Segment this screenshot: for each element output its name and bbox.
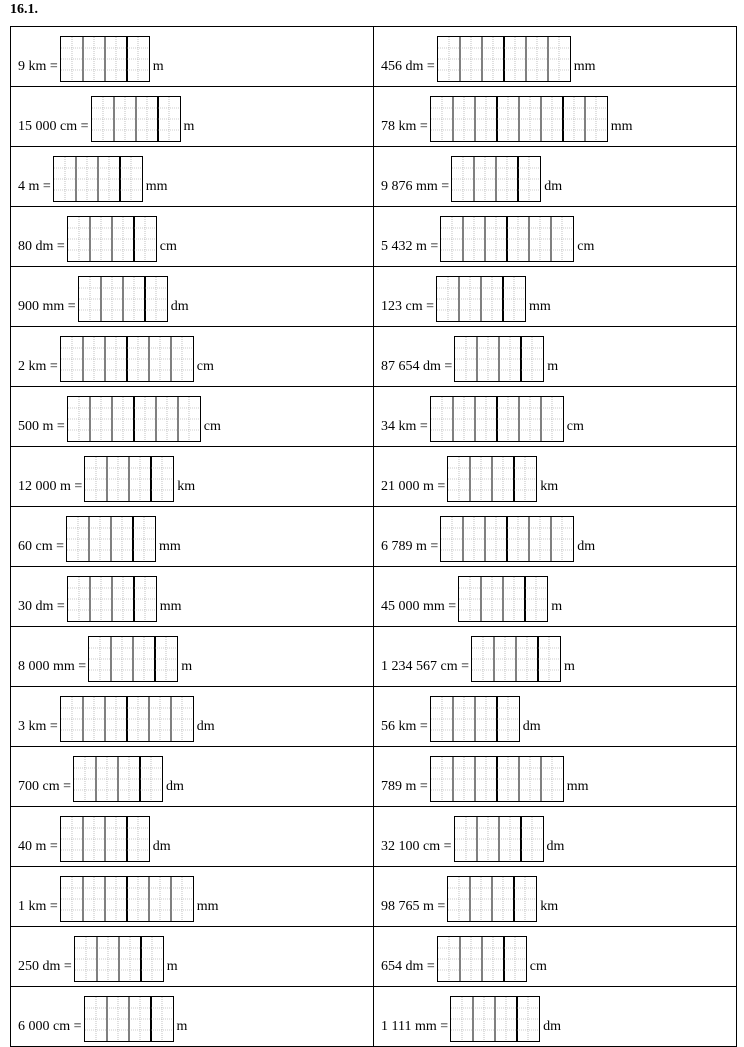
conversion-cell	[374, 207, 737, 267]
conversion-cell	[374, 987, 737, 1047]
target-unit: m	[547, 359, 559, 374]
target-unit: mm	[159, 599, 182, 614]
conversion-cell	[11, 447, 374, 507]
conversion-cell	[11, 687, 374, 747]
conversion-cell	[11, 87, 374, 147]
target-unit: dm	[543, 1019, 562, 1034]
conversion-cell	[11, 927, 374, 987]
target-unit: dm	[544, 179, 563, 194]
conversion-expression: 6 000 cm =	[18, 1019, 82, 1034]
conversion-expression: 789 m =	[381, 779, 428, 794]
conversion-cell	[374, 747, 737, 807]
conversion-cell	[374, 327, 737, 387]
conversion-expression: 34 km =	[381, 419, 428, 434]
answer-grid[interactable]	[447, 876, 537, 922]
conversion-cell	[11, 747, 374, 807]
conversion-expression: 15 000 cm =	[18, 119, 89, 134]
table-row	[11, 807, 737, 867]
conversion-cell	[11, 987, 374, 1047]
conversion-cell	[11, 147, 374, 207]
target-unit: mm	[566, 779, 589, 794]
table-row	[11, 387, 737, 447]
conversion-expression: 32 100 cm =	[381, 839, 452, 854]
answer-grid[interactable]	[74, 936, 164, 982]
target-unit: cm	[577, 239, 595, 254]
conversion-expression: 2 km =	[18, 359, 58, 374]
conversion-cell	[374, 687, 737, 747]
answer-grid[interactable]	[450, 996, 540, 1042]
conversion-expression: 5 432 m =	[381, 239, 439, 254]
answer-grid[interactable]	[60, 336, 194, 382]
target-unit: dm	[196, 719, 215, 734]
answer-grid[interactable]	[430, 696, 520, 742]
conversion-expression: 3 km =	[18, 719, 58, 734]
conversion-expression: 6 789 m =	[381, 539, 439, 554]
conversion-expression: 78 km =	[381, 119, 428, 134]
target-unit: cm	[159, 239, 177, 254]
conversion-expression: 87 654 dm =	[381, 359, 453, 374]
conversion-expression: 456 dm =	[381, 59, 435, 74]
answer-grid[interactable]	[78, 276, 168, 322]
table-row	[11, 567, 737, 627]
conversion-table	[10, 26, 737, 1047]
answer-grid[interactable]	[66, 516, 156, 562]
answer-grid[interactable]	[84, 456, 174, 502]
answer-grid[interactable]	[67, 396, 201, 442]
target-unit: km	[177, 479, 196, 494]
table-row	[11, 927, 737, 987]
conversion-cell	[11, 507, 374, 567]
answer-grid[interactable]	[436, 276, 526, 322]
conversion-cell	[374, 27, 737, 87]
table-row	[11, 507, 737, 567]
target-unit: m	[564, 659, 575, 674]
target-unit: m	[183, 119, 195, 134]
answer-grid[interactable]	[437, 936, 527, 982]
answer-grid[interactable]	[67, 216, 157, 262]
target-unit: dm	[152, 839, 171, 854]
target-unit: mm	[529, 299, 551, 314]
conversion-expression: 4 m =	[18, 179, 51, 194]
answer-grid[interactable]	[454, 336, 544, 382]
table-row	[11, 867, 737, 927]
table-row	[11, 987, 737, 1047]
conversion-cell	[374, 447, 737, 507]
target-unit: km	[540, 479, 559, 494]
table-row	[11, 627, 737, 687]
answer-grid[interactable]	[451, 156, 541, 202]
target-unit: dm	[170, 299, 189, 314]
answer-grid[interactable]	[73, 756, 163, 802]
conversion-cell	[11, 807, 374, 867]
target-unit: km	[540, 899, 559, 914]
conversion-expression: 1 234 567 cm =	[381, 659, 469, 674]
target-unit: dm	[577, 539, 596, 554]
conversion-expression: 1 111 mm =	[381, 1019, 449, 1034]
conversion-cell	[374, 627, 737, 687]
answer-grid[interactable]	[430, 396, 564, 442]
conversion-expression: 30 dm =	[18, 599, 65, 614]
conversion-expression: 21 000 m =	[381, 479, 446, 494]
conversion-expression: 1 km =	[18, 899, 58, 914]
conversion-expression: 500 m =	[18, 419, 65, 434]
answer-grid[interactable]	[471, 636, 561, 682]
conversion-expression: 45 000 mm =	[381, 599, 457, 614]
target-unit: cm	[196, 359, 214, 374]
target-unit: dm	[166, 779, 184, 794]
conversion-cell	[374, 387, 737, 447]
conversion-cell	[11, 387, 374, 447]
conversion-expression: 56 km =	[381, 719, 428, 734]
answer-grid[interactable]	[447, 456, 537, 502]
target-unit: dm	[546, 839, 565, 854]
conversion-expression: 60 cm =	[18, 539, 64, 554]
answer-grid[interactable]	[60, 876, 194, 922]
conversion-cell	[11, 267, 374, 327]
conversion-expression: 700 cm =	[18, 779, 71, 794]
target-unit: m	[551, 599, 563, 614]
conversion-expression: 654 dm =	[381, 959, 435, 974]
target-unit: cm	[529, 959, 547, 974]
target-unit: mm	[196, 899, 219, 914]
conversion-cell	[374, 807, 737, 867]
target-unit: mm	[159, 539, 181, 554]
answer-grid[interactable]	[437, 36, 571, 82]
answer-grid[interactable]	[91, 96, 181, 142]
answer-grid[interactable]	[67, 576, 157, 622]
conversion-cell	[11, 207, 374, 267]
table-row	[11, 267, 737, 327]
conversion-expression: 250 dm =	[18, 959, 72, 974]
target-unit: m	[152, 59, 164, 74]
conversion-cell	[374, 87, 737, 147]
table-row	[11, 27, 737, 87]
conversion-cell	[11, 27, 374, 87]
answer-grid[interactable]	[84, 996, 174, 1042]
conversion-expression: 900 mm =	[18, 299, 76, 314]
target-unit: m	[181, 659, 193, 674]
target-unit: mm	[610, 119, 633, 134]
conversion-cell	[374, 927, 737, 987]
conversion-cell	[11, 627, 374, 687]
conversion-expression: 12 000 m =	[18, 479, 83, 494]
conversion-expression: 80 dm =	[18, 239, 65, 254]
answer-grid[interactable]	[53, 156, 143, 202]
answer-grid[interactable]	[88, 636, 178, 682]
conversion-cell	[11, 567, 374, 627]
table-row	[11, 327, 737, 387]
answer-grid[interactable]	[430, 756, 564, 802]
conversion-cell	[374, 507, 737, 567]
answer-grid[interactable]	[60, 36, 150, 82]
table-row	[11, 147, 737, 207]
target-unit: m	[166, 959, 178, 974]
target-unit: cm	[203, 419, 221, 434]
conversion-expression: 8 000 mm =	[18, 659, 87, 674]
target-unit: mm	[573, 59, 596, 74]
conversion-cell	[374, 867, 737, 927]
table-row	[11, 687, 737, 747]
target-unit: cm	[566, 419, 584, 434]
target-unit: dm	[522, 719, 541, 734]
table-row	[11, 747, 737, 807]
conversion-cell	[11, 867, 374, 927]
table-row	[11, 207, 737, 267]
conversion-expression: 40 m =	[18, 839, 58, 854]
table-row	[11, 447, 737, 507]
target-unit: m	[176, 1019, 188, 1034]
conversion-expression: 98 765 m =	[381, 899, 446, 914]
answer-grid[interactable]	[458, 576, 548, 622]
conversion-expression: 123 cm =	[381, 299, 434, 314]
conversion-cell	[374, 267, 737, 327]
conversion-cell	[374, 567, 737, 627]
table-row	[11, 87, 737, 147]
exercise-label: 16.1.	[10, 2, 38, 17]
conversion-cell	[374, 147, 737, 207]
answer-grid[interactable]	[430, 96, 608, 142]
conversion-cell	[11, 327, 374, 387]
answer-grid[interactable]	[60, 696, 194, 742]
conversion-expression: 9 876 mm =	[381, 179, 450, 194]
target-unit: mm	[145, 179, 168, 194]
answer-grid[interactable]	[440, 216, 574, 262]
answer-grid[interactable]	[454, 816, 544, 862]
conversion-expression: 9 km =	[18, 59, 58, 74]
answer-grid[interactable]	[60, 816, 150, 862]
answer-grid[interactable]	[440, 516, 574, 562]
